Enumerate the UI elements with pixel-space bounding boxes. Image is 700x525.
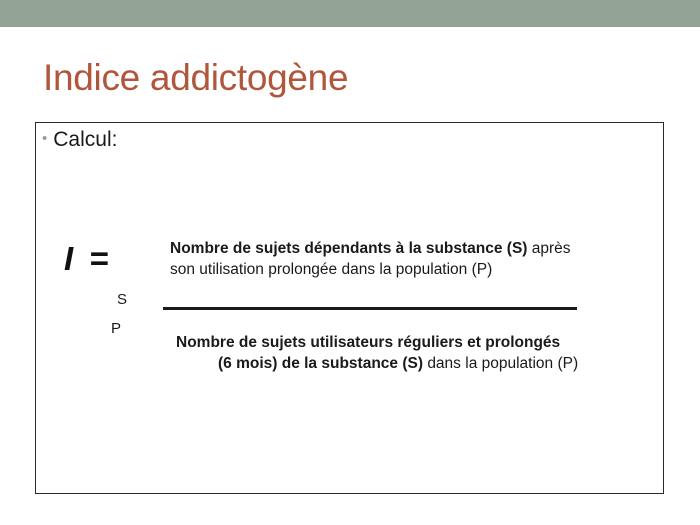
top-band [0,0,700,27]
denominator-bold-2: (6 mois) de la substance (S) [218,355,423,372]
bullet-item [42,128,117,152]
subscript-p: P [111,320,122,337]
slide-title: Indice addictogène [43,57,349,98]
formula-symbol: I [64,240,74,277]
numerator-bold: Nombre de sujets dépendants à la substance (S) [170,240,528,257]
bullet-text: Calcul: [53,128,118,151]
fraction-numerator [170,238,590,280]
fraction-denominator [176,332,596,374]
denominator-rest-2: la population (P) [465,355,579,372]
formula-equals: = [89,240,109,277]
fraction-bar [163,307,577,310]
denominator-bold-1: Nombre de sujets utilisateurs réguliers et prolongés [176,334,561,351]
subscript-s: S [117,291,128,308]
bullet-dot-icon: • [42,130,48,147]
numerator-rest: après son utilisation prolongée dans la population (P) [170,240,571,278]
denominator-rest-1: dans [427,355,461,372]
formula-lhs [64,240,108,278]
